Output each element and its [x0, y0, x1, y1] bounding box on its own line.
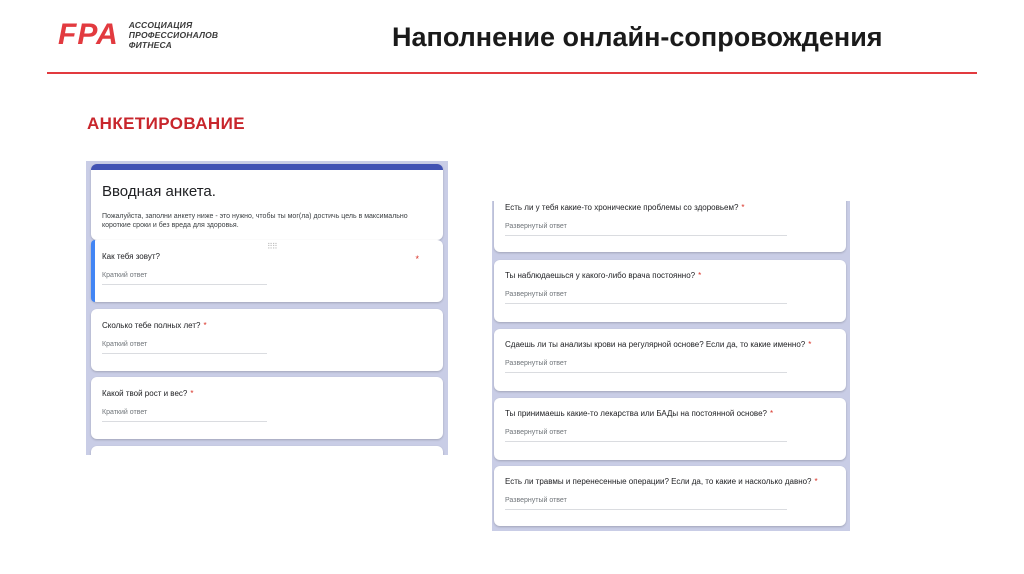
fpa-logo [58, 20, 218, 50]
question-card[interactable] [91, 377, 443, 439]
question-label: Ты наблюдаешься у какого-либо врача постоянно? * [505, 271, 702, 280]
logo-text [129, 20, 218, 50]
section-title: АНКЕТИРОВАНИЕ [87, 114, 245, 133]
logo-line: ФИТНЕСА [128, 40, 172, 50]
question-card [91, 446, 443, 455]
logo-line: АССОЦИАЦИЯ [128, 20, 193, 30]
long-answer-input[interactable]: Развернутый ответ [505, 291, 787, 304]
question-card[interactable] [494, 466, 846, 526]
form-header-card [91, 164, 443, 240]
page-title: Наполнение онлайн-сопровождения [392, 22, 883, 52]
required-mark: * [415, 254, 419, 264]
question-label: Сдаешь ли ты анализы крови на регулярной основе? Если да, то какие именно? * [505, 340, 812, 349]
long-answer-input[interactable]: Развернутый ответ [505, 223, 787, 236]
short-answer-input[interactable]: Краткий ответ [102, 341, 267, 354]
question-card[interactable] [494, 201, 846, 252]
question-label: Есть ли у тебя какие-то хронические проблемы со здоровьем? * [505, 203, 745, 212]
health-form-panel [492, 201, 850, 531]
form-description: Пожалуйста, заполни анкету ниже - это нужно, чтобы ты мог(ла) достичь цель в максимально короткие сроки и без вреда для здоровья. [102, 213, 408, 229]
question-label: Ты принимаешь какие-то лекарства или БАДы на постоянной основе? * [505, 409, 774, 418]
short-answer-input[interactable]: Краткий ответ [102, 272, 267, 285]
question-label: Сколько тебе полных лет? * [102, 321, 207, 330]
question-card[interactable] [494, 329, 846, 391]
question-label: Как тебя зовут? [102, 252, 160, 261]
question-label: Есть ли травмы и перенесенные операции? Если да, то какие и насколько давно? * [505, 477, 818, 486]
short-answer-input[interactable]: Краткий ответ [102, 409, 267, 422]
question-label: Какой твой рост и вес? * [102, 389, 194, 398]
question-card[interactable] [494, 398, 846, 460]
form-title: Вводная анкета. [102, 183, 216, 200]
long-answer-input[interactable]: Развернутый ответ [505, 429, 787, 442]
logo-mark: FPA [58, 18, 119, 51]
question-card[interactable] [91, 309, 443, 371]
drag-handle-icon[interactable]: ⠿⠿ [267, 242, 277, 251]
long-answer-input[interactable]: Развернутый ответ [505, 497, 787, 510]
intro-form-panel [86, 161, 448, 455]
header-divider [47, 72, 977, 74]
logo-line: ПРОФЕССИОНАЛОВ [128, 30, 219, 40]
long-answer-input[interactable]: Развернутый ответ [505, 360, 787, 373]
question-card[interactable] [494, 260, 846, 322]
question-card[interactable] [91, 240, 443, 302]
